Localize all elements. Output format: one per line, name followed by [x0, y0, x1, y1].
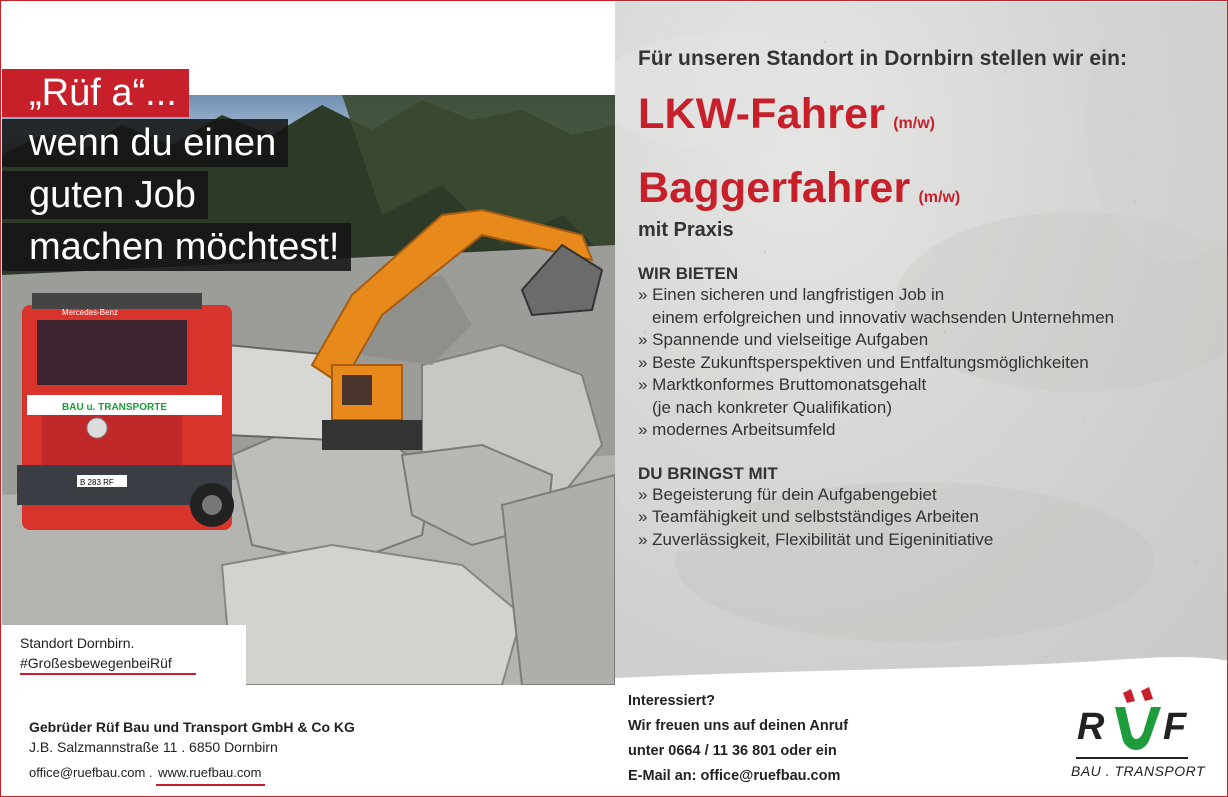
- company-contact: [29, 763, 355, 786]
- list-item: » Zuverlässigkeit, Flexibilität und Eigeninitiative: [638, 529, 994, 549]
- cta-line-4: E-Mail an: office@ruefbau.com: [628, 768, 841, 784]
- company-email-link[interactable]: office@ruefbau.com: [29, 765, 146, 780]
- job-ad-content: [638, 47, 1218, 551]
- job-title-text: LKW-Fahrer: [638, 90, 886, 138]
- company-name: Gebrüder Rüf Bau und Transport GmbH & Co KG: [29, 719, 355, 735]
- application-call-to-action: [628, 689, 848, 789]
- job-title-text: Baggerfahrer: [638, 164, 911, 212]
- list-item-continuation: einem erfolgreichen und innovativ wachsenden Unternehmen: [652, 307, 1115, 327]
- company-website-link[interactable]: www.ruefbau.com: [156, 763, 265, 786]
- contact-separator: .: [145, 765, 157, 780]
- logo-letter-f: F: [1163, 706, 1187, 748]
- caption-hashtag: #GroßesbewegenbeiRüf: [20, 653, 196, 675]
- slogan-line-2: guten Job: [2, 171, 208, 219]
- list-item: » Beste Zukunftsperspektiven und Entfaltungsmöglichkeiten: [638, 352, 1089, 372]
- list-item-continuation: (je nach konkreter Qualifikation): [652, 397, 893, 417]
- requirements-section-title: DU BRINGST MIT: [638, 463, 778, 483]
- list-item: » Marktkonformes Bruttomonatsgehalt: [638, 375, 927, 394]
- job-title-excavator-driver: [638, 163, 1218, 223]
- offer-section-title: WIR BIETEN: [638, 264, 739, 283]
- slogan-line-3: machen möchtest!: [2, 223, 351, 271]
- job-title-truck-driver: [638, 89, 1218, 149]
- photo-caption: [2, 625, 246, 685]
- cta-line-2: Wir freuen uns auf deinen Anruf: [628, 718, 849, 734]
- list-item: » modernes Arbeitsumfeld: [638, 420, 836, 439]
- truck-livery-text: BAU u. TRANSPORTE: [62, 402, 167, 413]
- logo-divider: [1076, 757, 1188, 759]
- logo-subtitle: BAU . TRANSPORT: [1071, 763, 1206, 779]
- list-item: » Einen sicheren und langfristigen Job in: [638, 285, 945, 304]
- job-gender-suffix: (m/w): [918, 189, 961, 206]
- caption-location: Standort Dornbirn.: [20, 635, 135, 651]
- cta-line-3: unter 0664 / 11 36 801 oder ein: [628, 743, 837, 759]
- list-item: » Teamfähigkeit und selbstständiges Arbeiten: [638, 507, 979, 526]
- logo-umlaut-left-icon: [1123, 689, 1135, 703]
- truck-plate-text: B 283 RF: [80, 478, 114, 487]
- company-info: [29, 717, 355, 786]
- list-item: » Begeisterung für dein Aufgabengebiet: [638, 484, 937, 504]
- logo-letter-r: R: [1077, 706, 1105, 748]
- offer-list: [638, 284, 1218, 442]
- experience-note: mit Praxis: [638, 219, 734, 241]
- slogan-line-1: wenn du einen: [2, 119, 288, 167]
- list-item: » Spannende und vielseitige Aufgaben: [638, 330, 929, 349]
- intro-heading: Für unseren Standort in Dornbirn stellen wir ein:: [638, 47, 1128, 70]
- logo-umlaut-right-icon: [1141, 687, 1153, 701]
- job-gender-suffix: (m/w): [893, 115, 935, 132]
- cta-line-1: Interessiert?: [628, 693, 716, 709]
- truck-brand-text: Mercedes-Benz: [62, 308, 119, 317]
- slogan-red-line: „Rüf a“...: [2, 69, 189, 117]
- requirements-list: [638, 484, 1218, 552]
- company-address: J.B. Salzmannstraße 11 . 6850 Dornbirn: [29, 739, 278, 755]
- logo-u-icon: [1115, 707, 1161, 750]
